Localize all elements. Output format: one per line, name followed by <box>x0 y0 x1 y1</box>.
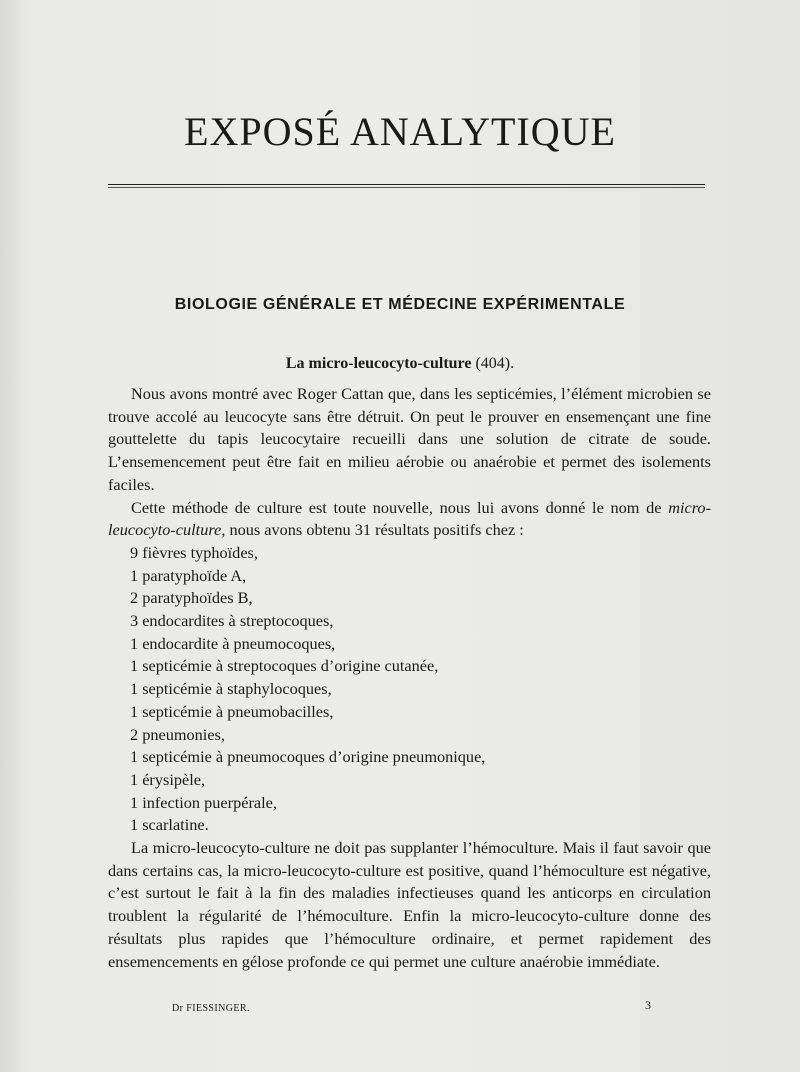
method-term: micro-leucocyto-culture <box>108 497 711 540</box>
paragraph-method <box>108 497 711 542</box>
article-body <box>108 383 711 973</box>
list-item: 9 fièvres typhoïdes, <box>130 542 258 562</box>
list-item: 1 scarlatine. <box>130 815 209 835</box>
title-rule <box>108 184 705 188</box>
article-reference: (404). <box>475 355 515 372</box>
page-number: 3 <box>645 998 651 1012</box>
list-item: 1 septicémie à streptocoques d’origine cutanée, <box>130 656 439 676</box>
results-list <box>108 542 711 837</box>
list-item: 1 septicémie à staphylocoques, <box>130 679 332 699</box>
paragraph-conclusion: La micro-leucocyto-culture ne doit pas supplanter l’hémoculture. Mais il faut savoir que dans certains cas, la micro-leucocyto-culture est positive, quand l’hémoculture est négative, c’est surtout le fait à la fin des maladies infectieuses quand les anticorps en circulation troublent la régularité de l’hémoculture. Enfin la micro-leucocyto-culture donne des résultats plus rapides que l’hémoculture ordinaire, et permet rapidement des ensemencements en gélose profonde ce qui permet une culture anaérobie immédiate. <box>108 838 711 971</box>
author-signature: Dr FIESSINGER. <box>172 1003 250 1014</box>
paragraph-intro: Nous avons montré avec Roger Cattan que, dans les septicémies, l’élément microbien se trouve accolé au leucocyte sans être détruit. On peut le prouver en ensemençant une fine gouttelette du tapis leucocytaire recueilli dans une solution de citrate de soude. L’ensemencement peut être fait en milieu aérobie ou anaérobie et permet des isolements faciles. <box>108 384 711 494</box>
list-item: 1 paratyphoïde A, <box>130 565 247 585</box>
list-item: 2 pneumonies, <box>130 724 225 744</box>
list-item: 1 érysipèle, <box>130 769 206 789</box>
list-item: 1 septicémie à pneumobacilles, <box>130 701 334 721</box>
list-item: 3 endocardites à streptocoques, <box>130 611 334 631</box>
page-title: EXPOSÉ ANALYTIQUE <box>184 109 616 154</box>
section-title: BIOLOGIE GÉNÉRALE ET MÉDECINE EXPÉRIMENTALE <box>174 296 626 313</box>
method-text-start: Cette méthode de culture est toute nouvelle, nous lui avons donné le nom de <box>131 497 669 517</box>
article-title-text: La micro-leucocyto-culture <box>285 355 472 372</box>
method-text-end: , nous avons obtenu 31 résultats positifs chez : <box>221 520 524 540</box>
list-item: 1 septicémie à pneumocoques d’origine pneumonique, <box>130 747 486 767</box>
list-item: 1 infection puerpérale, <box>130 792 277 812</box>
list-item: 2 paratyphoïdes B, <box>130 588 253 608</box>
list-item: 1 endocardite à pneumocoques, <box>130 633 336 653</box>
article-title <box>0 355 800 373</box>
